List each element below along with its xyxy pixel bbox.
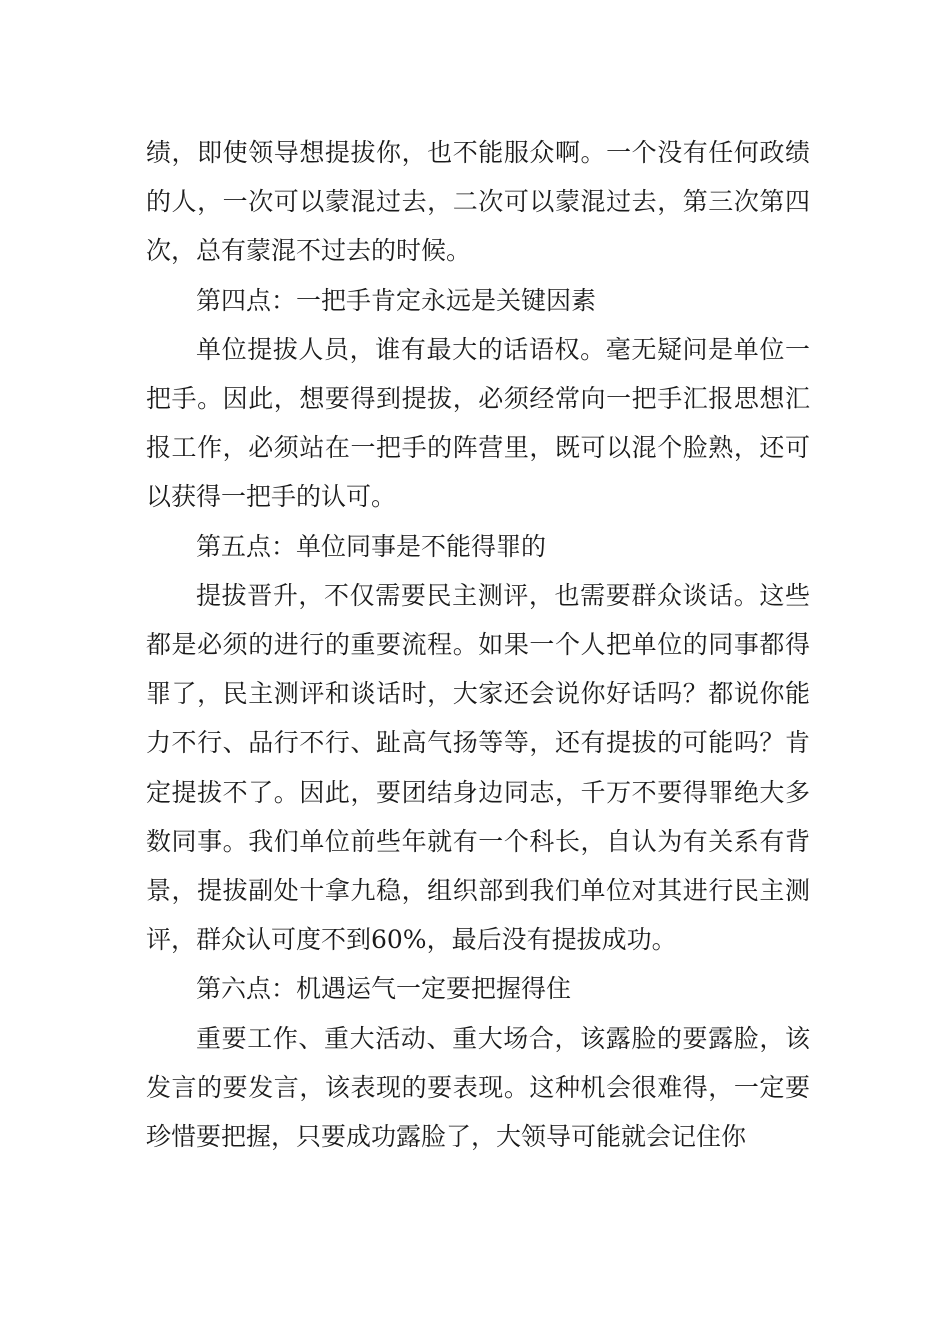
- paragraph-5: 提拔晋升，不仅需要民主测评，也需要群众谈话。这些都是必须的进行的重要流程。如果一个人把单位的同事都得罪了，民主测评和谈话时，大家还会说你好话吗？都说你能力不行、品行不行、趾高气扬等等，还有提拔的可能吗？肯定提拔不了。因此，要团结身边同志，千万不要得罪绝大多数同事。我们单位前些年就有一个科长，自认为有关系有背景，提拔副处十拿九稳，组织部到我们单位对其进行民主测评，群众认可度不到60%，最后没有提拔成功。: [146, 580, 810, 955]
- paragraph-continued: 绩，即使领导想提拔你，也不能服众啊。一个没有任何政绩的人，一次可以蒙混过去，二次可以蒙混过去，第三次第四次，总有蒙混不过去的时候。: [146, 138, 810, 266]
- paragraph-4: 单位提拔人员，谁有最大的话语权。毫无疑问是单位一把手。因此，想要得到提拔，必须经常向一把手汇报思想汇报工作，必须站在一把手的阵营里，既可以混个脸熟，还可以获得一把手的认可。: [146, 334, 810, 512]
- section-heading-6: 第六点：机遇运气一定要把握得住: [196, 974, 572, 1004]
- section-heading-4: 第四点：一把手肯定永远是关键因素: [196, 285, 597, 315]
- section-heading-5: 第五点：单位同事是不能得罪的: [196, 531, 547, 561]
- document-body: [146, 128, 810, 1161]
- paragraph-6: 重要工作、重大活动、重大场合，该露脸的要露脸，该发言的要发言，该表现的要表现。这种机会很难得，一定要珍惜要把握，只要成功露脸了，大领导可能就会记住你: [146, 1023, 810, 1152]
